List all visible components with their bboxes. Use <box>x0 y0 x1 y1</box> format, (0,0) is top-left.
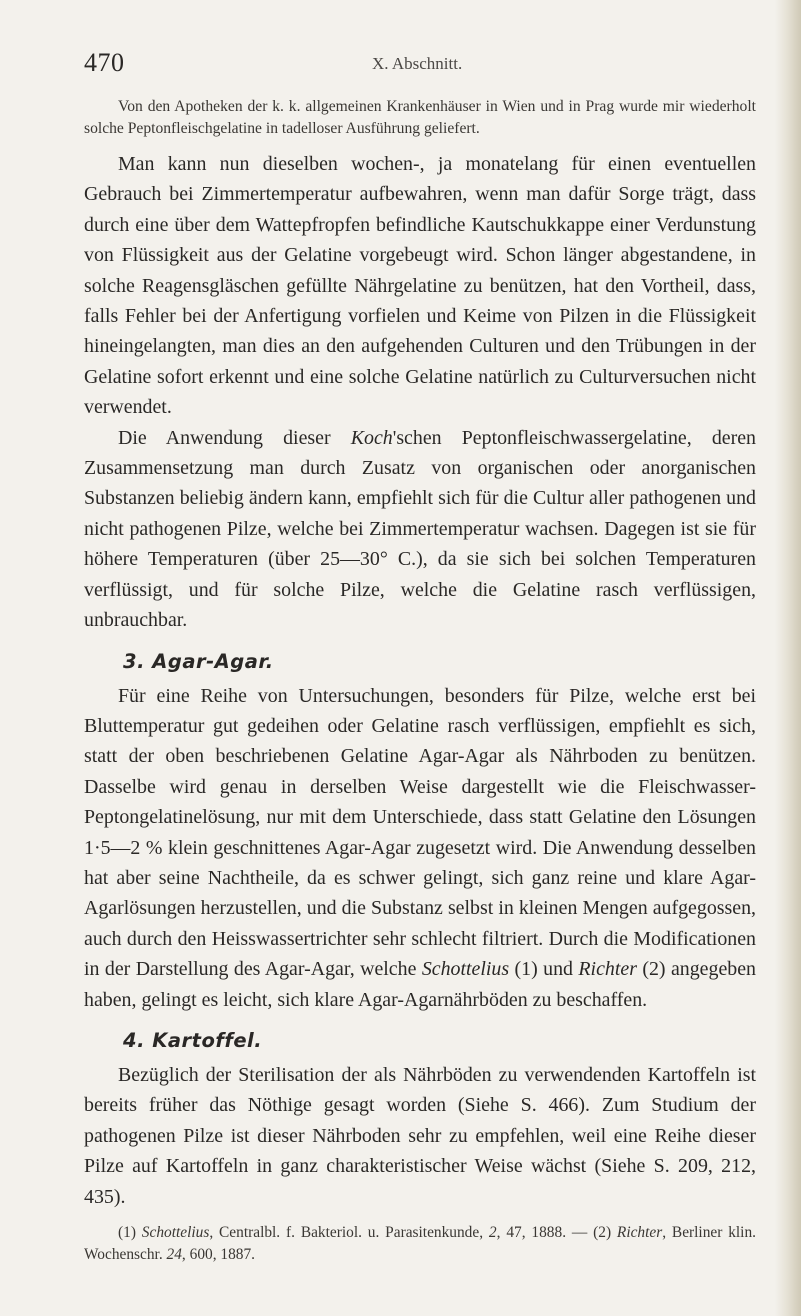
para3-part2: (1) und <box>509 958 579 981</box>
fn-vol2: 24 <box>166 1246 182 1263</box>
section-heading-agar: 3. Agar-Agar. <box>123 649 274 673</box>
fn-text2: , 47, 1888. — (2) <box>496 1224 617 1241</box>
para3-part1: Für eine Reihe von Untersuchungen, besonders für Pilze, welche erst bei Bluttemperatur gut gedeihen oder Gelatine rasch verflüssigen, empfiehlt es sich, statt der oben beschriebenen Gelatine Agar-Agar als Nährboden zu benützen. Dasselbe wird genau in derselben Weise dargestellt wie die Fleischwasser-Peptongelatinelösung, nur mit dem Unterschiede, dass statt Gelatine den Lösungen 1·5—2 % klein geschnittenes Agar-Agar zugesetzt wird. Die Anwendung desselben hat aber seine Nachtheile, da es schwer gelingt, sich ganz reine und klare Agar-Agarlösungen herzustellen, und die Substanz selbst in kleinen Mengen aufgegossen, auch durch den Heisswassertrichter sehr schlecht filtriert. Durch die Modificationen in der Darstellung des Agar-Agar, welche <box>84 684 756 981</box>
fn-text4: , 600, 1887. <box>181 1246 256 1263</box>
fn-num1: (1) <box>118 1224 142 1241</box>
paragraph-agar <box>84 681 756 1015</box>
main-text-block <box>84 149 756 1266</box>
author-richter: Richter <box>578 958 637 981</box>
intro-paragraph-block <box>84 96 756 140</box>
page-header <box>84 46 759 90</box>
section-heading-kartoffel: 4. Kartoffel. <box>123 1028 263 1052</box>
page-number: 470 <box>84 48 125 77</box>
para2-after: 'schen Peptonfleischwassergelatine, deren Zusammensetzung man durch Zusatz von organischen oder anorganischen Substanzen beliebig ändern kann, empfiehlt sich für die Cultur aller pathogenen und nicht pathogenen Pilze, welche bei Zimmertemperatur wachsen. Dagegen ist sie für höhere Temperaturen (über 25—30° C.), da sie sich bei solchen Temperaturen verflüssigt, und für solche Pilze, welche die Gelatine rasch verflüssigen, unbrauchbar. <box>84 426 756 632</box>
paragraph-kartoffel: Bezüglich der Sterilisation der als Nährböden zu verwendenden Kartoffeln ist bereits früher das Nöthige gesagt worden (Siehe S. 466). Zum Studium der pathogenen Pilze ist dieser Nährboden sehr zu empfehlen, weil eine Reihe dieser Pilze auf Kartoffeln in ganz charakteristischer Weise wächst (Siehe S. 209, 212, 435). <box>84 1063 756 1208</box>
running-head: X. Abschnitt. <box>372 54 463 73</box>
author-schottelius: Schottelius <box>421 958 510 981</box>
paragraph-koch-gelatine <box>84 423 756 636</box>
page-edge-shadow <box>775 0 801 1316</box>
paragraph-storage: Man kann nun dieselben wochen-, ja monatelang für einen eventuellen Gebrauch bei Zimmertemperatur aufbewahren, wenn man dafür Sorge trägt, dass durch eine über dem Wattepfropfen befindliche Kautschukkappe einer Verdunstung von Flüssigkeit aus der Gelatine vorgebeugt wird. Schon länger abgestandene, in solche Reagensgläschen gefüllte Nährgelatine zu benützen, hat den Vortheil, dass, falls Fehler bei der Anfertigung vorfielen und Keime von Pilzen in die Flüssigkeit hineingelangten, man dies an den aufgehenden Culturen und den Trübungen in der Gelatine sofort erkennt und eine solche Gelatine natürlich zu Culturversuchen nicht verwendet. <box>84 153 756 419</box>
fn-author-schottelius: Schottelius <box>141 1224 210 1241</box>
fn-text1: , Centralbl. f. Bakteriol. u. Parasitenkunde, <box>209 1224 489 1241</box>
fn-text3: , Berliner klin. Wochenschr. <box>84 1224 756 1263</box>
fn-vol1: 2 <box>488 1224 497 1241</box>
author-koch: Koch <box>350 426 393 449</box>
para2-before: Die Anwendung dieser <box>118 426 351 449</box>
para3-part3: (2) angegeben haben, gelingt es leicht, sich klare Agar-Agarnährböden zu beschaffen. <box>84 958 756 1011</box>
intro-paragraph: Von den Apotheken der k. k. allgemeinen Krankenhäuser in Wien und in Prag wurde mir wiederholt solche Peptonfleischgelatine in tadelloser Ausführung geliefert. <box>84 98 756 137</box>
fn-author-richter: Richter <box>616 1224 663 1241</box>
footnotes <box>84 1222 756 1266</box>
